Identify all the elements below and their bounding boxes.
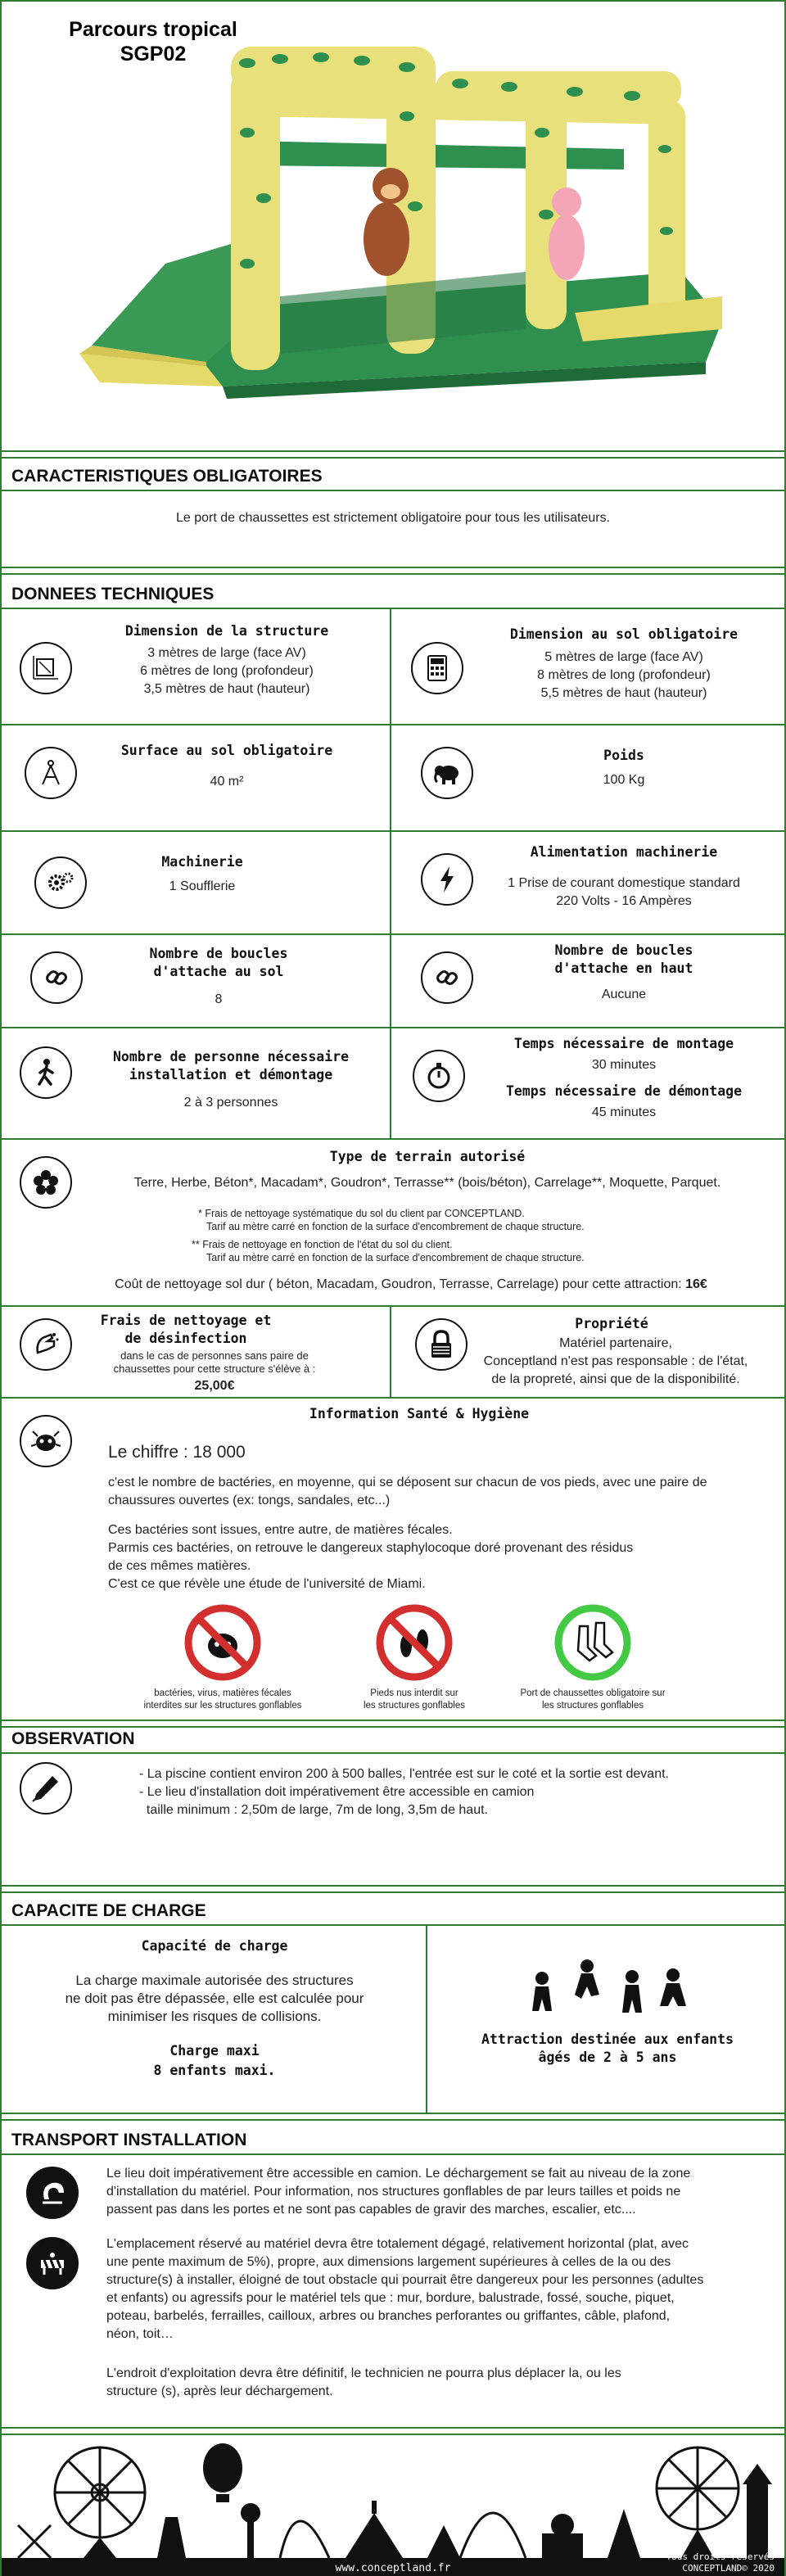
dimension-sol-width: 5 mètres de large (face AV) xyxy=(544,650,703,664)
transport-p2-line-2: une pente maximum de 5%), propre, aux dimensions largement supérieures à celles de la ou des xyxy=(106,2255,671,2269)
poids-label: Poids xyxy=(603,748,644,763)
surface-value: 40 m² xyxy=(210,775,244,789)
capacite-line-3: minimiser les risques de collisions. xyxy=(107,2009,322,2024)
personnes-label: Nombre de personne nécessaire installation et démontage xyxy=(112,1049,350,1082)
stopwatch-icon xyxy=(413,1050,465,1102)
machinerie-value: 1 Soufflerie xyxy=(169,879,236,893)
sante-label: Information Santé & Hygiène xyxy=(309,1406,530,1421)
frais-value: 25,00€ xyxy=(194,1379,235,1393)
sante-p2-line-4: C'est ce que révèle une étude de l'université de Miami. xyxy=(108,1577,426,1591)
section-title-transport: TRANSPORT INSTALLATION xyxy=(11,2131,247,2149)
transport-p2-line-4: et enfants) ou agressifs pour le matériel tels que : mur, bordure, balustrade, fossé, souche, piquet, xyxy=(106,2291,675,2305)
roadwork-barrier-icon xyxy=(26,2237,79,2289)
dimension-sol-length: 8 mètres de long (profondeur) xyxy=(537,668,711,682)
boucles-haut-value: Aucune xyxy=(601,987,647,1001)
pict2-line-2: les structures gonflables xyxy=(363,1701,465,1711)
alimentation-voltage: 220 Volts - 16 Ampères xyxy=(556,894,692,908)
transport-p1-line-1: Le lieu doit impérativement être accessible en camion. Le déchargement se fait au niveau de la zone xyxy=(106,2167,691,2181)
attraction-age-line-2: âgés de 2 à 5 ans xyxy=(538,2050,677,2065)
chain-link-top-icon xyxy=(421,951,473,1004)
charge-maxi-label: Charge maxi xyxy=(169,2043,260,2059)
cout-nettoyage: Coût de nettoyage sol dur ( béton, Macadam, Goudron, Terrasse, Carrelage) pour cette attraction: 16€ xyxy=(115,1277,707,1291)
frais-text-1: dans le cas de personnes sans paire de xyxy=(120,1349,309,1362)
alimentation-label: Alimentation machinerie xyxy=(530,844,718,860)
dimension-structure-height: 3,5 mètres de haut (hauteur) xyxy=(143,682,310,696)
propriete-line-2: Conceptland n'est pas responsable : de l'état, xyxy=(483,1354,748,1368)
transport-p3-line-2: structure (s), après leur déchargement. xyxy=(106,2384,333,2398)
note-2-line-1: ** Frais de nettoyage en fonction de l'état du sol du client. xyxy=(192,1239,453,1250)
propriete-label: Propriété xyxy=(575,1316,648,1331)
pict2-line-1: Pieds nus interdit sur xyxy=(370,1688,458,1698)
sante-p2-line-1: Ces bactéries sont issues, entre autre, de matières fécales. xyxy=(108,1523,453,1537)
transport-p2-line-6: néon, toit… xyxy=(106,2327,174,2341)
montage-value: 30 minutes xyxy=(591,1058,657,1072)
walking-person-icon xyxy=(20,1046,72,1099)
frais-label: Frais de nettoyage et de désinfection xyxy=(100,1313,272,1346)
children-icon xyxy=(517,1954,698,2027)
flower-icon xyxy=(20,1156,72,1209)
footer-rights-2: CONCEPTLAND© 2020 xyxy=(682,2563,775,2574)
boucles-sol-value: 8 xyxy=(215,992,223,1006)
note-1-line-1: * Frais de nettoyage systématique du sol du client par CONCEPTLAND. xyxy=(198,1208,525,1219)
sante-p1-line-1: c'est le nombre de bactéries, en moyenne, qui se déposent sur chacun de vos pieds, avec une paire de xyxy=(108,1476,707,1489)
germ-icon xyxy=(20,1415,72,1467)
elephant-weight-icon xyxy=(421,747,473,799)
capacite-line-1: La charge maximale autorisée des structures xyxy=(75,1973,354,1988)
gears-icon xyxy=(34,856,87,909)
capacite-label: Capacité de charge xyxy=(141,1938,288,1954)
pict3-line-1: Port de chaussettes obligatoire sur xyxy=(520,1688,666,1698)
sante-p2-line-3: de ces mêmes matières. xyxy=(108,1559,251,1573)
dimension-structure-width: 3 mètres de large (face AV) xyxy=(147,646,306,660)
boucles-haut-label: Nombre de boucles d'attache en haut xyxy=(554,942,693,976)
transport-p1-line-3: passent pas dans les portes et ne sont pas capables de gravir des marches, escalier, etc.... xyxy=(106,2203,636,2217)
transport-p1-line-2: d'installation du matériel. Pour information, nos structures gonflables de par leurs tailles et poids ne xyxy=(106,2185,681,2199)
no-bacteria-icon xyxy=(183,1603,262,1682)
montage-label: Temps nécessaire de montage xyxy=(513,1036,734,1051)
section-title-capacite: CAPACITE DE CHARGE xyxy=(11,1901,206,1920)
cleaning-hand-icon xyxy=(20,1318,72,1371)
charge-maxi-value: 8 enfants maxi. xyxy=(153,2063,276,2078)
compass-icon xyxy=(25,747,77,799)
transport-p3-line-1: L'endroit d'exploitation devra être définitif, le technicien ne pourra plus déplacer la, ou les xyxy=(106,2366,621,2380)
calculator-icon xyxy=(411,642,463,694)
propriete-line-1: Matériel partenaire, xyxy=(559,1336,672,1350)
section-title-observation: OBSERVATION xyxy=(11,1729,135,1748)
note-1-line-2: Tarif au mètre carré en fonction de la surface d'encombrement de chaque structure. xyxy=(206,1221,585,1232)
truck-icon xyxy=(26,2167,79,2219)
chiffre-bacteries: Le chiffre : 18 000 xyxy=(108,1443,246,1462)
dimension-sol-label: Dimension au sol obligatoire xyxy=(509,626,739,642)
section-title-donnees: DONNEES TECHNIQUES xyxy=(11,585,215,603)
boucles-sol-label: Nombre de boucles d'attache au sol xyxy=(149,946,288,979)
demontage-label: Temps nécessaire de démontage xyxy=(505,1083,743,1099)
hero-section xyxy=(2,2,784,411)
chain-link-icon xyxy=(30,951,83,1004)
poids-value: 100 Kg xyxy=(603,773,645,787)
alimentation-prise: 1 Prise de courant domestique standard xyxy=(508,876,740,890)
pict3-line-2: les structures gonflables xyxy=(541,1701,644,1711)
observation-line-2: - Le lieu d'installation doit impérativement être accessible en camion xyxy=(139,1785,535,1799)
note-2-line-2: Tarif au mètre carré en fonction de la surface d'encombrement de chaque structure. xyxy=(206,1252,585,1263)
frais-text-2: chaussettes pour cette structure s'élève à : xyxy=(113,1363,316,1375)
structure-dimension-icon xyxy=(20,642,72,694)
pict1-line-2: interdites sur les structures gonflables xyxy=(143,1701,302,1711)
footer-rights-1: Tous droits réservés xyxy=(666,2551,775,2562)
capacite-line-2: ne doit pas être dépassée, elle est calculée pour xyxy=(65,1991,364,2006)
product-reference: SGP02 xyxy=(120,43,187,66)
machinerie-label: Machinerie xyxy=(161,854,243,870)
attraction-age-line-1: Attraction destinée aux enfants xyxy=(481,2031,734,2047)
dimension-sol-height: 5,5 mètres de haut (hauteur) xyxy=(540,686,707,700)
no-bare-feet-icon xyxy=(375,1603,454,1682)
footer-website: www.conceptland.fr xyxy=(335,2562,451,2574)
dimension-structure-length: 6 mètres de long (profondeur) xyxy=(140,664,314,678)
lightning-icon xyxy=(421,853,473,906)
padlock-icon xyxy=(415,1318,468,1371)
socks-mandatory-icon xyxy=(553,1603,632,1682)
terrain-label: Type de terrain autorisé xyxy=(329,1149,526,1164)
transport-p2-line-5: poteau, barbelés, ferrailles, cailloux, arbres ou branches perforantes ou griffantes, câble, plafond, xyxy=(106,2309,671,2323)
pict1-line-1: bactéries, virus, matières fécales xyxy=(154,1688,291,1698)
transport-p2-line-3: structure(s) à installer, éloigné de tout obstacle qui pourrait être dangereux pour les personnes (adultes xyxy=(106,2273,704,2287)
transport-p2-line-1: L'emplacement réservé au matériel devra être totalement dégagé, relativement horizontal (plat, avec xyxy=(106,2237,689,2251)
surface-label: Surface au sol obligatoire xyxy=(120,743,333,758)
terrain-value: Terre, Herbe, Béton*, Macadam*, Goudron*, Terrasse** (bois/béton), Carrelage**, Moquette, Parquet. xyxy=(133,1176,721,1190)
pen-icon xyxy=(20,1762,72,1814)
section-title-caracteristiques: CARACTERISTIQUES OBLIGATOIRES xyxy=(11,467,323,486)
observation-line-1: - La piscine contient environ 200 à 500 balles, l'entrée est sur le coté et la sortie est devant. xyxy=(139,1767,669,1781)
product-title: Parcours tropical xyxy=(69,18,237,41)
socks-mandatory-text: Le port de chaussettes est strictement obligatoire pour tous les utilisateurs. xyxy=(175,511,611,525)
propriete-line-3: de la propreté, ainsi que de la disponibilité. xyxy=(491,1372,740,1386)
funfair-silhouette xyxy=(2,2435,784,2576)
demontage-value: 45 minutes xyxy=(591,1105,657,1119)
dimension-structure-label: Dimension de la structure xyxy=(124,623,329,639)
sante-p2-line-2: Parmis ces bactéries, on retrouve le dangereux staphylocoque doré provenant des résidus xyxy=(108,1541,634,1555)
personnes-value: 2 à 3 personnes xyxy=(183,1096,278,1109)
observation-line-3: taille minimum : 2,50m de large, 7m de long, 3,5m de haut. xyxy=(139,1803,488,1817)
sante-p1-line-2: chaussures ouvertes (ex: tongs, sandales, etc...) xyxy=(108,1494,391,1507)
